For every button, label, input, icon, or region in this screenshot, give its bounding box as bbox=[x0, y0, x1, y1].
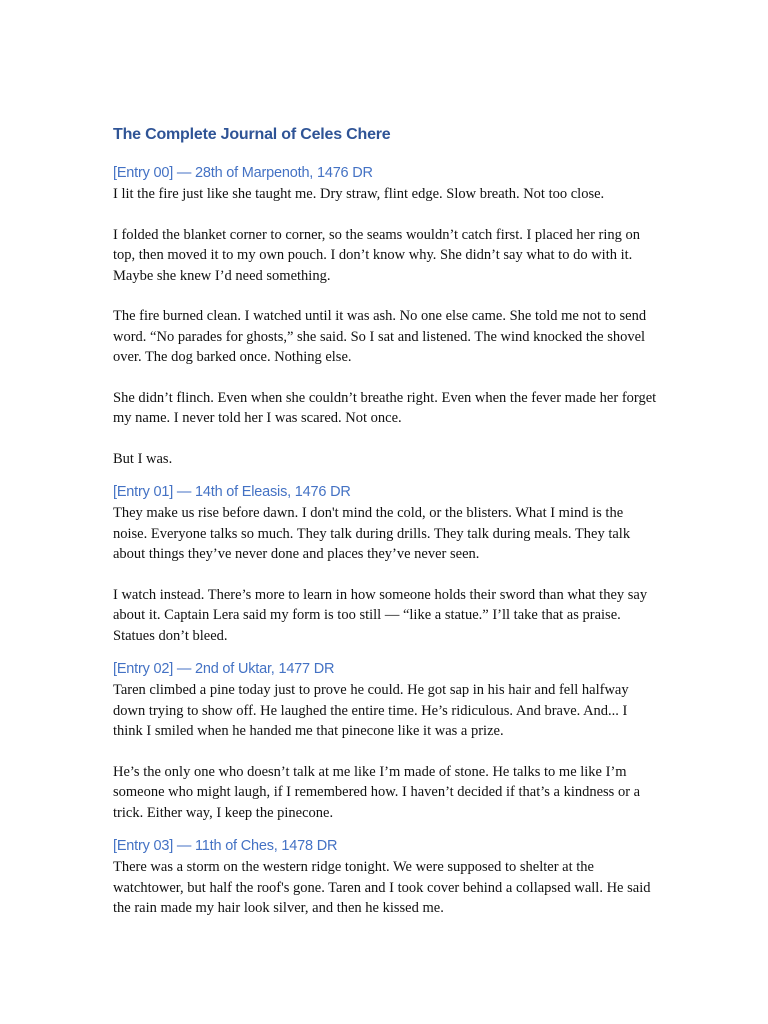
entry-paragraph: The fire burned clean. I watched until it was ash. No one else came. She told me not to send word. “No parades for ghosts,” she said. So I sat and listened. The wind knocked the shovel over. The dog barked once. Nothing else. bbox=[113, 308, 647, 365]
entry-paragraph: They make us rise before dawn. I don't mind the cold, or the blisters. What I mind is the noise. Everyone talks so much. They talk during drills. They talk during meals. They talk about things they’ve never done and places they’ve never seen. bbox=[113, 505, 631, 562]
entry-paragraph: I folded the blanket corner to corner, so the seams wouldn’t catch first. I placed her ring on top, then moved it to my own pouch. I don’t know why. She didn’t say what to do with it. Maybe she knew I’d need something. bbox=[113, 226, 641, 284]
journal-entry-02 bbox=[113, 658, 658, 823]
document-page bbox=[113, 123, 658, 931]
entry-paragraph: He’s the only one who doesn’t talk at me like I’m made of stone. He talks to me like I’m someone who might laugh, if I remembered how. I haven’t decided if that’s a kindness or a trick. Either way, I keep the pinecone. bbox=[113, 763, 641, 821]
entry-paragraph: I watch instead. There’s more to learn in how someone holds their sword than what they say about it. Captain Lera said my form is too still — “like a statue.” I’ll take that as praise. Statues don’t bleed. bbox=[113, 586, 648, 644]
journal-entry-03 bbox=[113, 835, 658, 919]
entry-paragraph: Taren climbed a pine today just to prove he could. He got sap in his hair and fell halfway down trying to show off. He laughed the entire time. He’s ridiculous. And brave. And... I think I smiled when he handed me that pinecone like it was a prize. bbox=[113, 682, 629, 739]
entry-heading: [Entry 02] — 2nd of Uktar, 1477 DR bbox=[113, 661, 335, 677]
journal-entry-00 bbox=[113, 162, 658, 469]
entry-heading: [Entry 03] — 11th of Ches, 1478 DR bbox=[113, 838, 338, 854]
document-title: The Complete Journal of Celes Chere bbox=[113, 126, 391, 143]
entry-heading: [Entry 00] — 28th of Marpenoth, 1476 DR bbox=[113, 165, 373, 181]
journal-entry-01 bbox=[113, 481, 658, 646]
entry-paragraph: But I was. bbox=[113, 450, 173, 467]
entry-paragraph: She didn’t flinch. Even when she couldn’t breathe right. Even when the fever made her forget my name. I never told her I was scared. Not once. bbox=[113, 389, 657, 426]
entry-paragraph: I lit the fire just like she taught me. Dry straw, flint edge. Slow breath. Not too close. bbox=[113, 186, 605, 202]
entry-paragraph: There was a storm on the western ridge tonight. We were supposed to shelter at the watchtower, but half the roof's gone. Taren and I took cover behind a collapsed wall. He said the rain made my hair look silver, and then he kissed me. bbox=[113, 859, 651, 916]
entry-heading: [Entry 01] — 14th of Eleasis, 1476 DR bbox=[113, 484, 351, 500]
